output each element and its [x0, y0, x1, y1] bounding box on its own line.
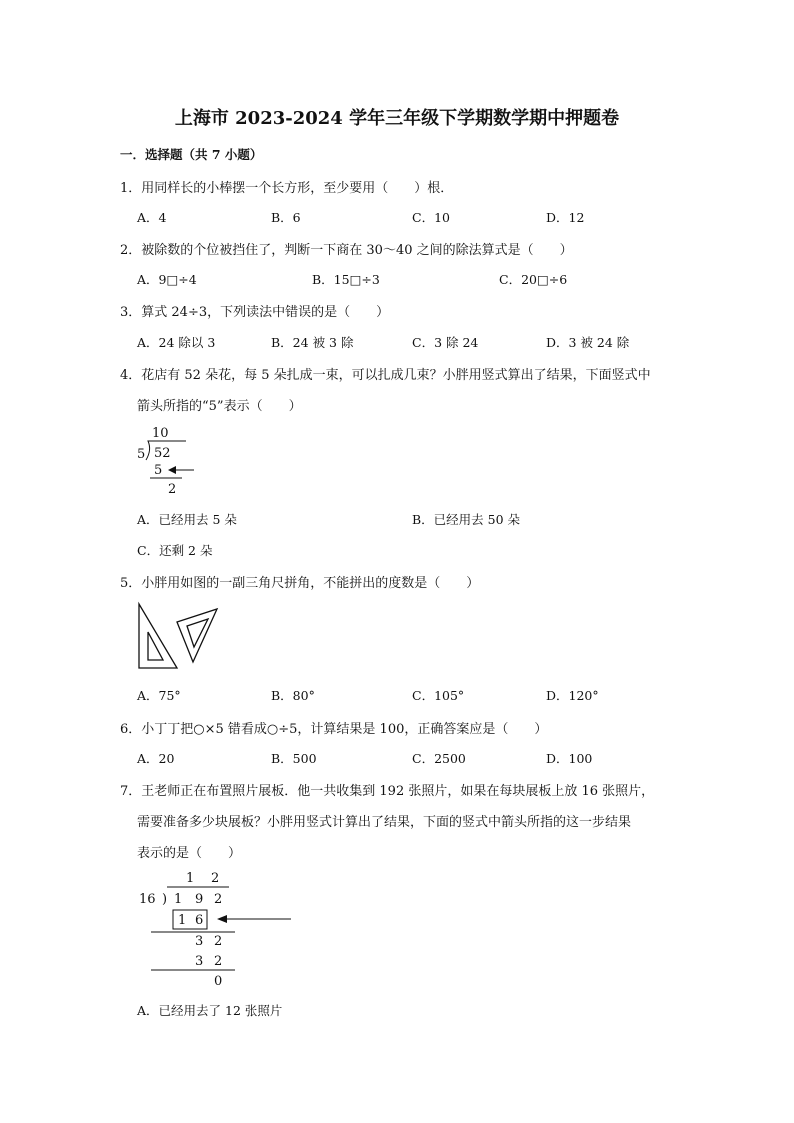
arrow-icon [168, 466, 194, 474]
q7-diff-digit: 2 [214, 934, 223, 949]
q6-option-c[interactable]: C．2500 [412, 751, 466, 766]
q5-option-b[interactable]: B．80° [271, 688, 315, 703]
q7-quotient-digit: 2 [211, 871, 220, 886]
q1-option-a[interactable]: A．4 [137, 210, 167, 225]
arrow-icon [217, 915, 291, 923]
question-7-stem-line-3: 表示的是（ ） [137, 846, 242, 861]
q2-option-c[interactable]: C．20□÷6 [499, 272, 568, 287]
question-6-stem: 6．小丁丁把○×5 错看成○÷5，计算结果是 100，正确答案应是（ ） [120, 722, 548, 737]
question-1-stem: 1．用同样长的小棒摆一个长方形，至少要用（ ）根． [120, 181, 454, 196]
q1-option-c[interactable]: C．10 [412, 210, 450, 225]
q7-long-division [135, 866, 295, 992]
question-2-stem: 2．被除数的个位被挡住了，判断一下商在 30～40 之间的除法算式是（ ） [120, 243, 573, 258]
q5-option-a[interactable]: A．75° [137, 688, 181, 703]
q7-divisor: 16 [139, 892, 156, 907]
question-4-stem-line-1: 4．花店有 52 朵花，每 5 朵扎成一束，可以扎成几束？小胖用竖式算出了结果，下面竖式中 [120, 368, 651, 383]
q3-option-d[interactable]: D．3 被 24 除 [546, 335, 630, 350]
q7-step-digit: 3 [195, 954, 204, 969]
q7-division-bracket: ) [162, 892, 168, 907]
q7-quotient-digit: 1 [186, 871, 195, 886]
q3-option-c[interactable]: C．3 除 24 [412, 335, 479, 350]
right-triangle-ruler-icon [139, 604, 177, 668]
q7-step-digit: 1 [178, 913, 187, 928]
q7-remainder: 0 [214, 974, 223, 989]
q7-option-a[interactable]: A．已经用去了 12 张照片 [137, 1003, 283, 1018]
question-4-stem-line-2: 箭头所指的“5”表示（ ） [137, 399, 302, 414]
q7-diff-digit: 3 [195, 934, 204, 949]
q3-option-b[interactable]: B．24 被 3 除 [271, 335, 354, 350]
q2-option-b[interactable]: B．15□÷3 [312, 272, 380, 287]
q1-option-b[interactable]: B．6 [271, 210, 301, 225]
q7-dividend-digit: 2 [214, 892, 223, 907]
q1-option-d[interactable]: D．12 [546, 210, 585, 225]
section-heading: 一．选择题（共 7 小题） [120, 147, 263, 162]
q6-option-d[interactable]: D．100 [546, 751, 593, 766]
q7-step-digit: 2 [214, 954, 223, 969]
q4-quotient: 10 [152, 426, 169, 441]
q4-option-c[interactable]: C．还剩 2 朵 [137, 543, 213, 558]
set-square-figure [135, 600, 225, 672]
question-3-stem: 3．算式 24÷3，下列读法中错误的是（ ） [120, 305, 390, 320]
q4-option-a[interactable]: A．已经用去 5 朵 [137, 512, 237, 527]
q4-dividend: 52 [154, 446, 171, 461]
q4-step-digit: 5 [154, 463, 163, 478]
question-5-stem: 5．小胖用如图的一副三角尺拼角，不能拼出的度数是（ ） [120, 576, 480, 591]
question-7-stem-line-1: 7．王老师正在布置照片展板．他一共收集到 192 张照片，如果在每块展板上放 16 张照片， [120, 784, 655, 799]
q7-dividend-digit: 1 [174, 892, 183, 907]
q4-divisor: 5 [137, 447, 146, 462]
q5-option-d[interactable]: D．120° [546, 688, 599, 703]
page-title: 上海市 2023-2024 学年三年级下学期数学期中押题卷 [174, 108, 620, 129]
q2-option-a[interactable]: A．9□÷4 [137, 272, 197, 287]
q6-option-b[interactable]: B．500 [271, 751, 317, 766]
q4-long-division [130, 420, 210, 500]
isosceles-triangle-ruler-icon [177, 609, 217, 662]
question-7-stem-line-2: 需要准备多少块展板？小胖用竖式计算出了结果，下面的竖式中箭头所指的这一步结果 [137, 815, 632, 830]
q4-option-b[interactable]: B．已经用去 50 朵 [412, 512, 521, 527]
q7-dividend-digit: 9 [195, 892, 204, 907]
q3-option-a[interactable]: A．24 除以 3 [137, 335, 216, 350]
q7-step-digit: 6 [195, 913, 204, 928]
q4-remainder: 2 [168, 482, 177, 497]
q5-option-c[interactable]: C．105° [412, 688, 465, 703]
q6-option-a[interactable]: A．20 [137, 751, 175, 766]
